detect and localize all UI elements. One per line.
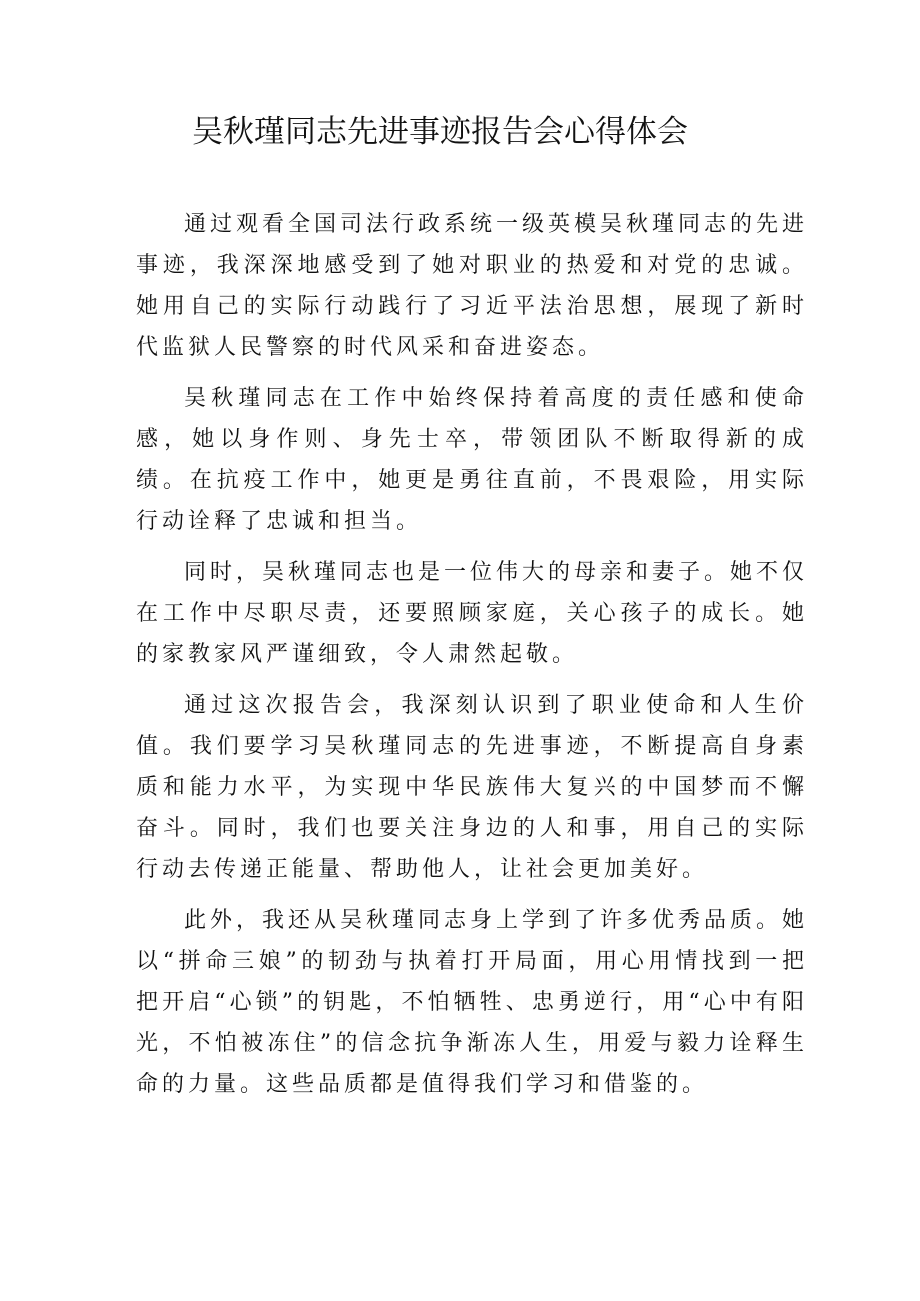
paragraph-2: 吴秋瑾同志在工作中始终保持着高度的责任感和使命感，她以身作则、身先士卒，带领团队不断取得新的成绩。在抗疫工作中，她更是勇往直前，不畏艰险，用实际行动诠释了忠诚和担当。 (136, 386, 808, 534)
paragraph-4: 通过这次报告会，我深刻认识到了职业使命和人生价值。我们要学习吴秋瑾同志的先进事迹，不断提高自身素质和能力水平，为实现中华民族伟大复兴的中国梦而不懈奋斗。同时，我们也要关注身边的人和事，用自己的实际行动去传递正能量、帮助他人，让社会更加美好。 (136, 693, 808, 882)
paragraph-1: 通过观看全国司法行政系统一级英模吴秋瑾同志的先进事迹，我深深地感受到了她对职业的热爱和对党的忠诚。她用自己的实际行动践行了习近平法治思想，展现了新时代监狱人民警察的时代风采和奋进姿态。 (136, 212, 809, 360)
paragraph-3: 同时，吴秋瑾同志也是一位伟大的母亲和妻子。她不仅在工作中尽职尽责，还要照顾家庭，关心孩子的成长。她的家教家风严谨细致，令人肃然起敬。 (136, 560, 809, 667)
paragraph-5: 此外，我还从吴秋瑾同志身上学到了许多优秀品质。她以“拼命三娘”的韧劲与执着打开局面，用心用情找到一把把开启“心锁”的钥匙，不怕牺牲、忠勇逆行，用“心中有阳光，不怕被冻住”的信念抗争渐冻人生，用爱与毅力诠释生命的力量。这些品质都是值得我们学习和借鉴的。 (136, 908, 809, 1097)
document-title: 吴秋瑾同志先进事迹报告会心得体会 (192, 114, 688, 150)
document-body (136, 204, 808, 1115)
